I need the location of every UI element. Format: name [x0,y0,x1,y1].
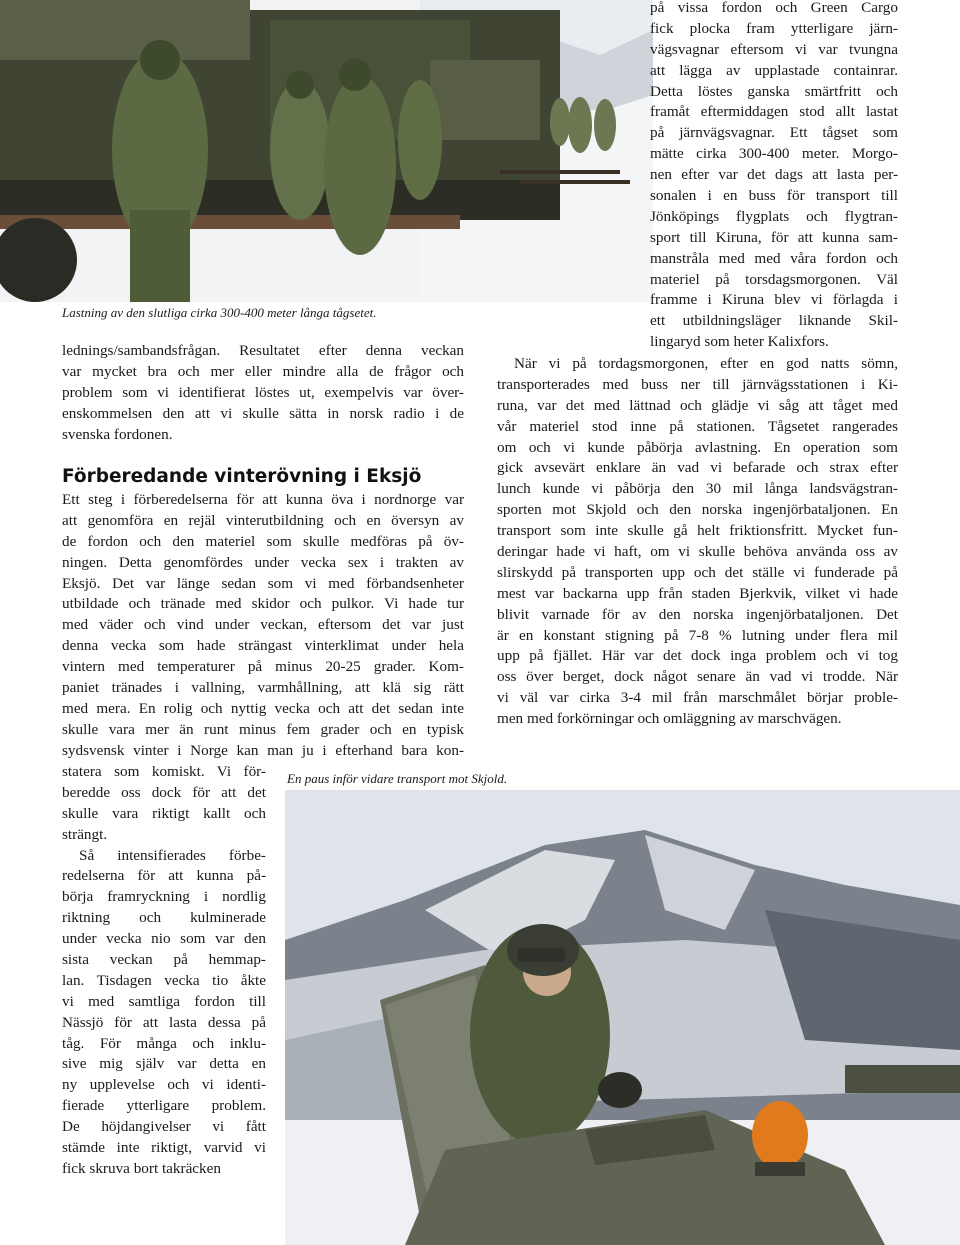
text-line: Eksjö. Det var länge sedan som vi med förbandsenheter [62,574,464,592]
text-line: slirskydd på transporten upp och det ställe vi funderade på [497,563,898,581]
text-line: med mera. En rolig och nyttig vecka och att det sedan inte [62,699,464,717]
text-line: om och vi kunde påbörja avlastning. En operation som [497,438,898,456]
text-line: fick plocka fram ytterligare järn- [650,19,898,37]
text-line: lednings/sambandsfrågan. Resultatet efter denna veckan [62,342,464,359]
text-line: deringar hade vi haft, om vi skulle behöva använda oss av [497,543,898,561]
text-line: under vecka nio som var den [62,930,266,948]
text-line: transport som inte skulle gå helt friktionsfritt. Mycket fun- [497,522,898,540]
text-line: svenska fordonen. [62,425,173,443]
text-line: Så intensifierades förbe- [79,846,266,864]
text-line: var mycket bra och mer eller mindre alla de frågor och [62,362,464,380]
text-line: ny upplevelse och vi identi- [62,1076,266,1094]
left-column-wide-text [62,490,464,762]
text-line: Jönköpings flygplats och flygtran- [650,207,898,225]
text-line: statera som komiskt. Vi för- [62,763,266,780]
text-line: sive mig själv var detta en [62,1055,266,1073]
text-line: oss över berget, dock något senare än vad vi trodde. När [497,668,898,686]
text-line: de fordon och den materiel som skulle medföras på öv- [62,532,464,550]
text-line: men med forkörningar och omläggning av marschvägen. [497,710,842,728]
left-column-narrow-text [62,762,266,1180]
text-line: ningen. Detta genomfördes under vecka sex i trakten av [62,553,464,571]
loading-photo-caption: Lastning av den slutliga cirka 300-400 meter långa tågsetet. [62,305,377,320]
text-line: tåg. För många och inklu- [62,1034,266,1052]
text-line: upp på fjället. Här var det dock inga problem och vi tog [497,647,898,665]
section-heading: Förberedande vinterövning i Eksjö [62,466,422,487]
text-line: sonalen i en buss för transport till [650,187,898,205]
text-line: börja framryckning i nordlig [62,888,266,906]
text-line: vi med samtliga fordon till [62,992,266,1010]
text-line: lunch kunde vi påbörja den 30 mil långa landsvägstran- [497,480,898,498]
right-column-bottom-text [497,354,898,730]
text-line: vintern med temperaturer på minus 20-25 grader. Kom- [62,658,464,676]
text-line: stämde inte riktigt, varvid vi [62,1139,266,1157]
text-line: manstråla med med våra fordon och [650,249,898,267]
text-line: denna vecka som hade strängast vinterklimat under hela [62,637,464,655]
text-line: sydsvensk vinter i Norge kan man ju i efterhand bara kon- [62,741,464,759]
text-line: sporten mot Skjold och den norska ingenjörbataljonen. En [497,501,898,519]
text-line: Ett steg i förberedelserna för att kunna öva i nordnorge var [62,491,464,508]
loading-photo [0,0,653,302]
text-line: gick avsevärt enklare än vad vi befarade och strax efter [497,459,898,477]
right-column-top-text [650,0,898,353]
text-line: runa, var det med lättnad och glädje vi såg att tåget med [497,396,898,414]
pause-photo [285,790,960,1245]
text-line: riktning och kulminerade [62,909,266,927]
text-line: lingaryd som heter Kalixfors. [650,333,829,351]
text-line: beredde oss dock för att det [62,783,266,801]
text-line: sport till Kiruna, för att kunna sam- [650,228,898,246]
text-line: När vi på tordagsmorgonen, efter en god natts sömn, [514,355,898,372]
text-line: framme i Kiruna blev vi förlagda i [650,291,898,309]
text-line: materiel på torsdagsmorgonen. Väl [650,270,898,288]
text-line: nen efter var det dags att lasta per- [650,166,898,184]
text-line: De höjdangivelser vi fått [62,1118,266,1136]
pause-photo-caption: En paus inför vidare transport mot Skjold. [287,771,508,786]
text-line: redelserna för att kunna på- [62,867,266,885]
text-line: transporterades med buss ner till järnvägsstationen i Ki- [497,375,898,393]
text-line: på vissa fordon och Green Cargo [650,0,898,16]
text-line: mest var backarna upp från staden Bjerkvik, vilket vi hade [497,584,898,602]
text-line: Nässjö för att lasta dessa på [62,1013,266,1031]
text-line: är en konstant stigning på 7-8 % lutning under flera mil [497,626,898,644]
text-line: sista veckan på hemmap- [62,951,266,969]
text-line: mätte cirka 300-400 meter. Morgo- [650,145,898,163]
text-line: ett utbildningsläger liknande Skil- [650,312,898,330]
text-line: strängt. [62,825,108,843]
text-line: att lägga av upplastade containrar. [650,61,898,79]
text-line: fierade ytterligare problem. [62,1097,266,1115]
text-line: vår materiel stod inne på stationen. Tågsetet rangerades [497,417,898,435]
text-line: lan. Tisdagen vecka tio åkte [62,971,266,989]
text-line: enskommelsen den att vi skulle sätta in norsk radio i de [62,404,464,422]
text-line: framåt eftermiddagen stod allt lastat [650,103,898,121]
text-line: Detta löstes ganska smärtfritt och [650,82,898,100]
text-line: paniet tränades i vallning, varmhållning, att klä sig rätt [62,679,464,697]
text-line: att genomföra en rejäl vinterutbildning och en översyn av [62,511,464,529]
text-line: skulle vara riktigt kallt och [62,804,266,822]
text-line: fick skruva bort takräcken [62,1159,221,1177]
text-line: blivit varnade för av den norska ingenjörbataljonen. Det [497,605,898,623]
text-line: på järnvägsvagnar. Ett tågset som [650,124,898,142]
text-line: vi väl var cirka 3-4 mil från marschmålet börjar proble- [497,689,898,707]
text-line: problem som vi identifierat löstes ut, exempelvis var över- [62,383,464,401]
text-line: utbildade och tränade med skidor och pulkor. Vi hade tur [62,595,464,613]
text-line: med väder och vind under veckan, eftersom det var just [62,616,464,634]
left-column-top-text [62,341,464,445]
text-line: vägsvagnar eftersom vi var tvungna [650,40,898,58]
text-line: skulle vara mer än runt minus fem grader och en typisk [62,720,464,738]
